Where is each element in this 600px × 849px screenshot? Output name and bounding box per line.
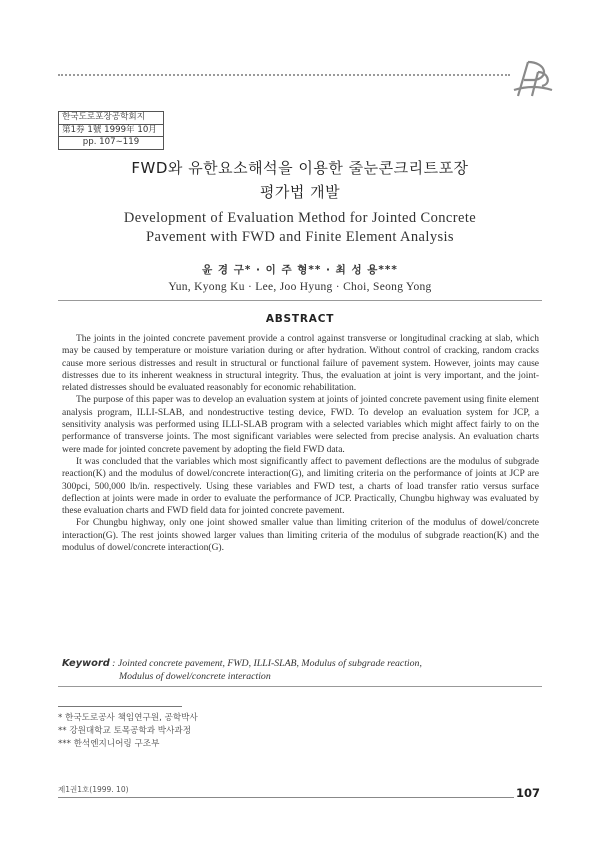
journal-info-box [58,111,164,150]
english-title-line2: Pavement with FWD and Finite Element Analysis [146,229,454,245]
footnotes [58,712,198,751]
keyword-divider [58,686,542,687]
keyword-line1: : Jointed concrete pavement, FWD, ILLI-SLAB, Modulus of subgrade reaction, [112,658,422,669]
abstract-paragraph: It was concluded that the variables which most significantly affect to pavement deflections are the modulus of subgrade reaction(K) and the modulus of dowel/concrete interaction(G), and limiting criteria on the performance of joints at JCP are 300pci, 500,000 lb/in. respectively. Using these variables and FWD test, a charts of load transfer ratio versus surface deflection at joints were made in order to evaluate the performance of JCP. Practically, Chungbu highway was evaluated by these evaluation charts and FWD field data for jointed concrete pavement. [62,456,539,517]
keyword-label: Keyword [62,658,110,669]
authors-korean: 윤 경 구* · 이 주 형** · 최 성 용*** [202,264,398,276]
abstract-paragraph: The purpose of this paper was to develop an evaluation system at joints of jointed concrete pavement using finite element analysis program, ILLI-SLAB, and nondestructive testing device, FWD. To develop an evaluation system for JCP, a sensitivity analysis was performed using ILLI-SLAB program with a selected variables which might affect fairly to on the performance of transverse joints. The most significant variables were selected from precise analysis. An evaluation charts were made for jointed concrete pavement by adopting the field FWD data. [62,395,539,455]
footnote-rule [58,706,182,707]
abstract-heading: ABSTRACT [265,313,335,325]
footnote-item: *** 한석엔지니어링 구조부 [58,739,160,749]
footer-rule [58,797,514,798]
header-dotted-rule [58,74,510,76]
footnote-item: * 한국도로공사 책임연구원, 공학박사 [58,713,198,723]
footnote-item: ** 강원대학교 토목공학과 박사과정 [58,726,192,736]
korean-title-line2: 평가법 개발 [259,183,341,201]
page-number: 107 [516,786,541,800]
journal-name: 한국도로포장공학회지 [62,112,146,122]
authors-english: Yun, Kyong Ku · Lee, Joo Hyung · Choi, Seong Yong [168,281,432,293]
journal-logo-icon [512,56,554,100]
abstract-paragraph: The joints in the jointed concrete pavement provide a control against transverse or longitudinal cracking at slab, which may be caused by temperature or moisture variation during or after hydration. Without control of cracking, random cracks cause more serious distresses and result in structural or functional failure of pavement system. However, joints may cause distresses due to its inherent weakness in structural integrity. Thus, the evaluation at joint is very important, and the joint-related distresses should be evaluated reasonably for economic rehabilitation. [62,334,539,394]
journal-volume: 第1券 1號 1999年 10月 [59,124,163,137]
journal-pages: pp. 107∼119 [59,136,163,149]
keyword-block [62,657,539,683]
keyword-line2: Modulus of dowel/concrete interaction [119,671,271,682]
abstract-paragraph: For Chungbu highway, only one joint showed smaller value than limiting criterion of the modulus of dowel/concrete interaction(G). The rest joints showed larger values than limiting criteria of the modulus of subgrade reaction(K) and the modulus of dowel/concrete interaction(G). [62,518,539,554]
abstract-body [62,333,539,554]
english-title-line1: Development of Evaluation Method for Jointed Concrete [123,210,477,226]
korean-title-line1: FWD와 유한요소해석을 이용한 줄눈콘크리트포장 [131,159,469,177]
author-divider [58,300,542,301]
footer-issue: 제1권1호(1999. 10) [58,785,129,794]
